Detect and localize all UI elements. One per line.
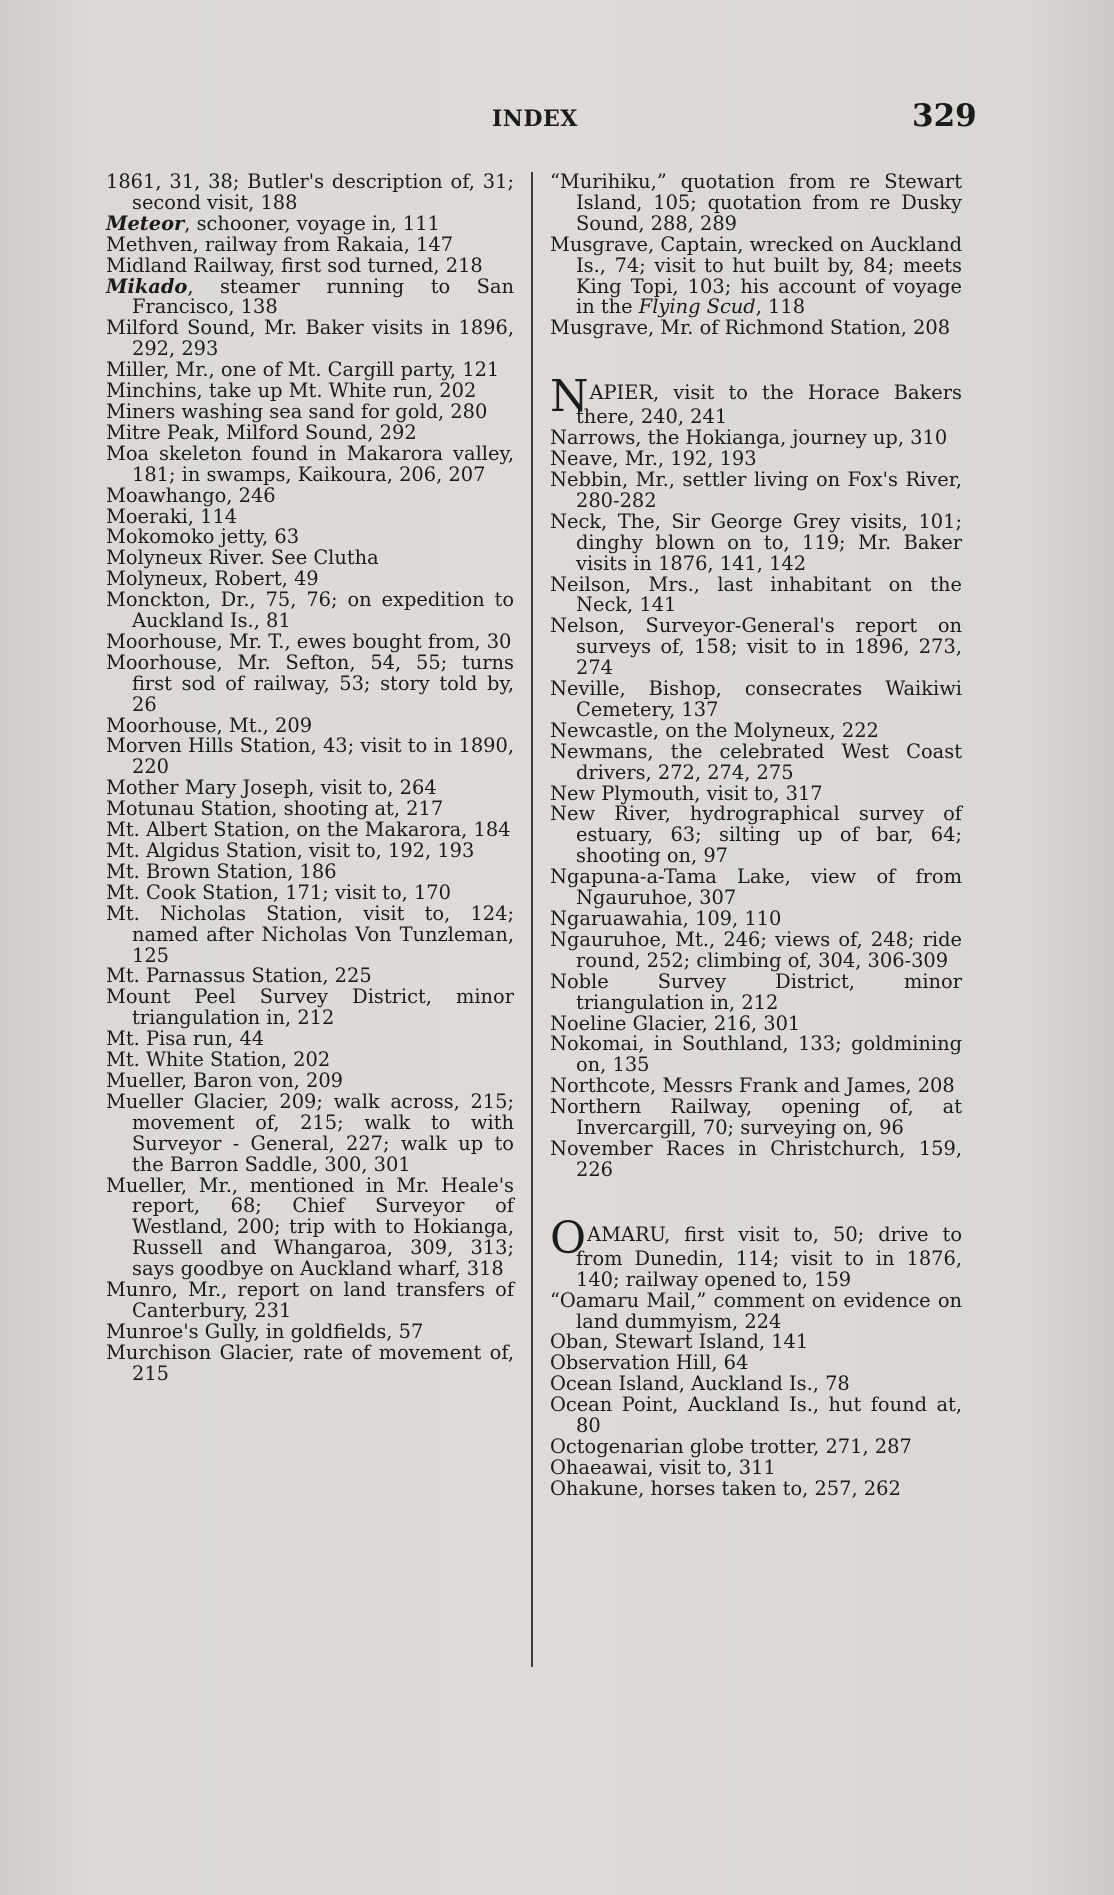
index-entry: November Races in Christchurch, 159, 226 bbox=[550, 1136, 962, 1181]
index-entry: Molyneux River. See Clutha bbox=[106, 546, 379, 570]
index-entry: Motunau Station, shooting at, 217 bbox=[106, 797, 444, 821]
index-entry: Mt. Brown Station, 186 bbox=[106, 859, 337, 883]
entry-text: APIER, visit to the Horace Bakers there, 240, 241 bbox=[576, 381, 962, 429]
index-entry: Musgrave, Mr. of Richmond Station, 208 bbox=[550, 316, 951, 340]
index-entry: Methven, railway from Rakaia, 147 bbox=[106, 232, 454, 256]
index-entry: Mueller, Mr., mentioned in Mr. Heale's report, 68; Chief Surveyor of Westland, 200; trip with to Hokianga, Russell and Whangaroa, 309, 313; says goodbye on Auckland wharf, 318 bbox=[106, 1173, 514, 1281]
index-entry: Newmans, the celebrated West Coast drivers, 272, 274, 275 bbox=[550, 739, 962, 784]
index-entry: Moorhouse, Mt., 209 bbox=[106, 713, 313, 737]
index-entry: 1861, 31, 38; Butler's description of, 31; second visit, 188 bbox=[106, 170, 514, 214]
index-entry: Ngauruhoe, Mt., 246; views of, 248; ride round, 252; climbing of, 304, 306-309 bbox=[550, 927, 962, 972]
entry-text: , steamer running to San Francisco, 138 bbox=[132, 274, 514, 319]
index-entry: Mt. Nicholas Station, visit to, 124; named after Nicholas Von Tunzleman, 125 bbox=[106, 901, 514, 967]
dropcap-letter: N bbox=[550, 371, 589, 423]
index-entry: Morven Hills Station, 43; visit to in 1890, 220 bbox=[106, 734, 514, 779]
index-entry: Mt. Algidus Station, visit to, 192, 193 bbox=[106, 839, 475, 862]
index-entry: Milford Sound, Mr. Baker visits in 1896, 292, 293 bbox=[106, 316, 514, 361]
index-entry: Ngaruawahia, 109, 110 bbox=[550, 907, 782, 930]
entry-text: , schooner, voyage in, 111 bbox=[184, 211, 440, 235]
index-entry: Mt. Parnassus Station, 225 bbox=[106, 964, 372, 988]
section-start-o bbox=[550, 1212, 962, 1291]
index-entry: Nebbin, Mr., settler living on Fox's River, 280-282 bbox=[550, 467, 962, 512]
index-entry: Munroe's Gully, in goldfields, 57 bbox=[106, 1319, 424, 1343]
index-column-left bbox=[106, 172, 514, 1385]
index-entry: New Plymouth, visit to, 317 bbox=[550, 781, 823, 805]
entry-ship-name: Flying Scud bbox=[638, 295, 756, 319]
index-entry bbox=[550, 232, 962, 319]
index-entry: Mitre Peak, Milford Sound, 292 bbox=[106, 420, 417, 444]
index-entry: Nelson, Surveyor-General's report on surveys of, 158; visit to in 1896, 273, 274 bbox=[550, 614, 962, 680]
index-entry: Miners washing sea sand for gold, 280 bbox=[106, 399, 488, 423]
index-entry: Mother Mary Joseph, visit to, 264 bbox=[106, 776, 437, 800]
index-entry: Oban, Stewart Island, 141 bbox=[550, 1330, 809, 1354]
index-entry: Ocean Point, Auckland Is., hut found at, 80 bbox=[550, 1393, 962, 1438]
running-title: INDEX bbox=[492, 106, 578, 132]
index-entry: Narrows, the Hokianga, journey up, 310 bbox=[550, 426, 948, 450]
index-entry: Munro, Mr., report on land transfers of Canterbury, 231 bbox=[106, 1278, 514, 1322]
index-entry: Moeraki, 114 bbox=[106, 504, 238, 528]
index-entry: New River, hydrographical survey of estuary, 63; silting up of bar, 64; shooting on, 97 bbox=[550, 802, 962, 868]
index-entry: Northern Railway, opening of, at Invercargill, 70; surveying on, 96 bbox=[550, 1095, 962, 1140]
entry-ship-name: Mikado bbox=[106, 274, 188, 298]
index-entry: Mueller Glacier, 209; walk across, 215; movement of, 215; walk to with Surveyor - General, 227; walk up to the Barron Saddle, 300, 301 bbox=[106, 1089, 514, 1176]
index-entry: “Murihiku,” quotation from re Stewart Island, 105; quotation from re Dusky Sound, 288, 289 bbox=[550, 170, 962, 235]
index-entry: Mt. White Station, 202 bbox=[106, 1048, 331, 1072]
entry-text: AMARU, first visit to, 50; drive to from Dunedin, 114; visit to in 1876, 140; railway opened to, 159 bbox=[576, 1222, 962, 1291]
index-entry: Monckton, Dr., 75, 76; on expedition to Auckland Is., 81 bbox=[106, 588, 514, 633]
dropcap-letter: O bbox=[550, 1212, 587, 1264]
column-divider bbox=[531, 172, 533, 1667]
index-entry: Mt. Pisa run, 44 bbox=[106, 1027, 265, 1051]
index-entry: Ocean Island, Auckland Is., 78 bbox=[550, 1372, 850, 1396]
index-entry: Mt. Cook Station, 171; visit to, 170 bbox=[106, 880, 451, 904]
index-entry bbox=[106, 211, 514, 235]
index-entry: Newcastle, on the Molyneux, 222 bbox=[550, 718, 879, 742]
index-entry: Neilson, Mrs., last inhabitant on the Neck, 141 bbox=[550, 572, 962, 617]
index-entry: Neave, Mr., 192, 193 bbox=[550, 447, 757, 471]
running-head bbox=[0, 96, 1114, 146]
index-entry bbox=[106, 274, 514, 319]
index-entry: Northcote, Messrs Frank and James, 208 bbox=[550, 1074, 955, 1098]
index-entry: Miller, Mr., one of Mt. Cargill party, 121 bbox=[106, 358, 500, 382]
index-entry: Noble Survey District, minor triangulation in, 212 bbox=[550, 969, 962, 1014]
page-number: 329 bbox=[912, 98, 977, 134]
index-entry: Molyneux, Robert, 49 bbox=[106, 567, 319, 591]
index-column-right bbox=[550, 172, 962, 1500]
index-entry: Midland Railway, first sod turned, 218 bbox=[106, 253, 483, 277]
index-entry: “Oamaru Mail,” comment on evidence on land dummyism, 224 bbox=[550, 1288, 962, 1333]
index-entry: Octogenarian globe trotter, 271, 287 bbox=[550, 1434, 912, 1458]
entry-text: Musgrave, Captain, wrecked on Auckland Is., 74; visit to hut built by, 84; meets King Topi, 103; his account of voyage in the bbox=[550, 232, 962, 319]
index-entry: Moorhouse, Mr. T., ewes bought from, 30 bbox=[106, 629, 512, 653]
section-start-n bbox=[550, 371, 962, 429]
index-entry: Noeline Glacier, 216, 301 bbox=[550, 1011, 801, 1035]
index-entry: Ngapuna-a-Tama Lake, view of from Ngauruhoe, 307 bbox=[550, 865, 962, 910]
index-entry: Ohaeawai, visit to, 311 bbox=[550, 1455, 776, 1479]
index-entry: Mokomoko jetty, 63 bbox=[106, 525, 300, 549]
entry-ship-name: Meteor bbox=[106, 211, 185, 235]
entry-text: , 118 bbox=[755, 295, 806, 319]
index-entry: Ohakune, horses taken to, 257, 262 bbox=[550, 1476, 901, 1500]
index-entry: Neck, The, Sir George Grey visits, 101; dinghy blown on to, 119; Mr. Baker visits in 1876, 141, 142 bbox=[550, 509, 962, 575]
index-entry: Mount Peel Survey District, minor triangulation in, 212 bbox=[106, 985, 514, 1030]
index-entry: Nokomai, in Southland, 133; goldmining on, 135 bbox=[550, 1032, 962, 1077]
index-entry: Moa skeleton found in Makarora valley, 181; in swamps, Kaikoura, 206, 207 bbox=[106, 441, 514, 486]
index-entry: Murchison Glacier, rate of movement of, 215 bbox=[106, 1340, 514, 1385]
index-entry: Neville, Bishop, consecrates Waikiwi Cemetery, 137 bbox=[550, 677, 962, 721]
index-entry: Mt. Albert Station, on the Makarora, 184 bbox=[106, 818, 511, 842]
index-entry: Observation Hill, 64 bbox=[550, 1351, 749, 1375]
index-entry: Mueller, Baron von, 209 bbox=[106, 1068, 344, 1092]
index-entry: Moorhouse, Mr. Sefton, 54, 55; turns first sod of railway, 53; story told by, 26 bbox=[106, 650, 514, 716]
index-entry: Moawhango, 246 bbox=[106, 483, 276, 507]
index-entry: Minchins, take up Mt. White run, 202 bbox=[106, 379, 477, 403]
